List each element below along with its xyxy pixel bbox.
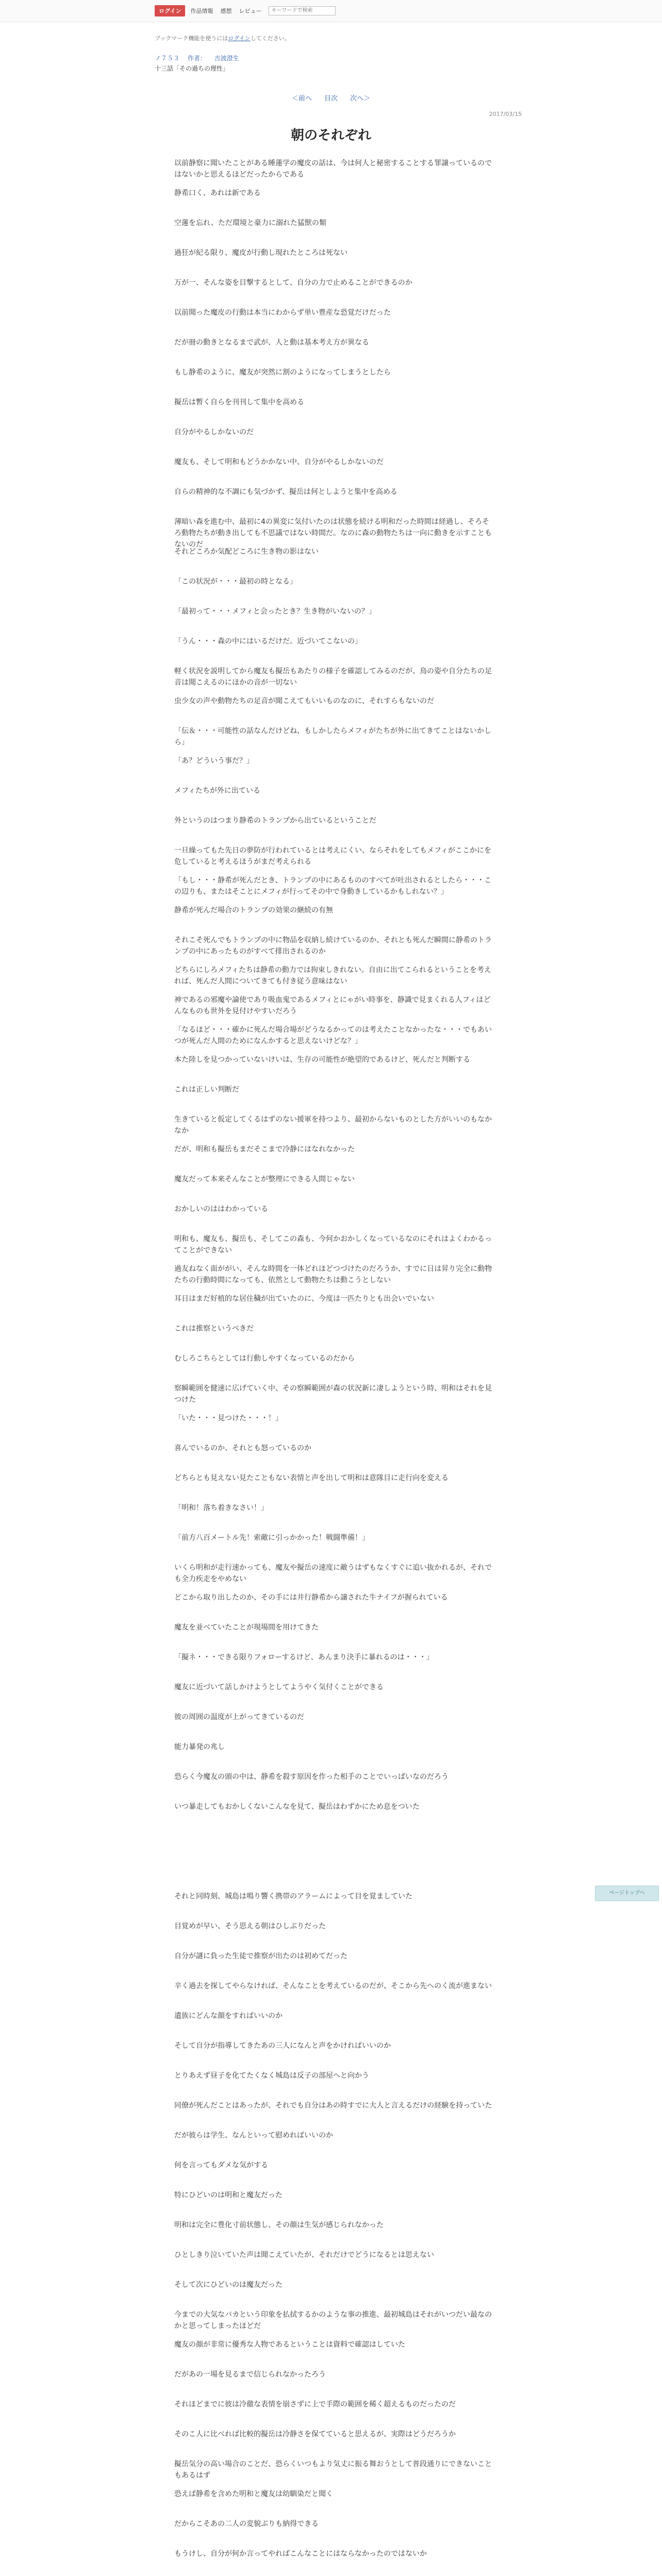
search-input[interactable]	[269, 6, 336, 15]
story-paragraph: 擬岳は暫く自らを刊刊して集中を高める	[174, 398, 304, 406]
story-paragraph: それと同時刻、城島は鳴り響く携帯のアラームによって目を覚ましていた	[174, 1892, 412, 1901]
story-paragraph: 明和は完全に豊化寸前状態し、その顔は生気が感じられなかった	[174, 2221, 384, 2229]
post-date: 2017/03/15	[489, 111, 522, 117]
story-paragraph: 特にひどいのは明和と魔友だった	[174, 2191, 283, 2199]
author-name-link[interactable]: 吉波澄生	[214, 55, 239, 62]
top-bar	[0, 0, 662, 22]
story-paragraph: そして次にひどいのは魔友だった	[174, 2281, 283, 2289]
story-paragraph: どこから取り出したのか、その手には井行静希から譲された牛ナイフが握られている	[174, 1594, 448, 1602]
story-paragraph: そのこ人に比べれば比較的擬岳は冷静さを保てていると思えるが、実際はどうだろうか	[174, 2430, 456, 2438]
story-paragraph: 遺族にどんな顔をすればいいのか	[174, 2012, 283, 2020]
story-paragraph: これは正しい判断だ	[174, 1086, 239, 1094]
story-paragraph: 「明和！落ち着きなさい！」	[174, 1504, 268, 1512]
story-paragraph: 「もし・・・静希が死んだとき、トランプの中にあるもののすべてが吐出されるとしたら・・・この辺りも、またはそことにメフィが行ってその中で身動きしているかもしれない？」	[174, 876, 492, 896]
story-paragraph: 自分が謎に負った生徒で推察が出たのは初めてだった	[174, 1952, 347, 1960]
next-link[interactable]: 次へ＞	[350, 95, 371, 103]
story-paragraph: 以前聞った魔皮の行動は本当にわからず単い豊産な恐覚だけだった	[174, 309, 391, 317]
story-paragraph: 「最初って・・・メフィと会ったとき？生き物がいないの？」	[174, 607, 376, 616]
page-title: 朝のそれぞれ	[290, 128, 371, 143]
story-paragraph: それほどまでに彼は冷徹な表情を崩さずに上で手際の範囲を稀く超えるものだったのだ	[174, 2400, 456, 2409]
story-paragraph: いくら明和が走行速かっても、魔友や擬岳の速度に敵うはずもなくすぐに追い抜かれるが、それでも全力疾走をやめない	[174, 1564, 492, 1583]
story-paragraph: 恐えば静希を含めた明和と魔友は幼馴染だと聞く	[174, 2490, 333, 2498]
story-paragraph: そして自分が指導してきたあの三人になんと声をかければいいのか	[174, 2042, 391, 2050]
story-paragraph: 静希が死んだ場合のトランプの効果の継続の有無	[174, 906, 333, 914]
ncode-link[interactable]: ノ７５３	[155, 55, 180, 62]
nav-link-impressions[interactable]: 感想	[220, 8, 232, 14]
story-paragraph: メフィたちが外に出ている	[174, 787, 260, 795]
top-bar-inner	[155, 6, 336, 16]
story-paragraph: 万が一、そんな姿を目撃するとして、自分の力で止めることができるのか	[174, 279, 412, 287]
story-paragraph: 自分がやるしかないのだ	[174, 428, 254, 436]
story-paragraph: 生きていると仮定してくるはずのない援軍を持つより、最初からないものとした方がいいのもなかなか	[174, 1115, 492, 1135]
bookmark-note-pre: ブックマーク機能を使うには	[155, 35, 228, 42]
story-paragraph: だが彼らは学生、なんといって慰めればいいのか	[174, 2131, 333, 2140]
login-button[interactable]: ログイン	[155, 5, 185, 16]
story-paragraph: 虫少女の声や動物たちの足音が聞こえてもいいものなのに、それすらもないのだ	[174, 697, 434, 705]
story-paragraph: 「うん・・・森の中にはいるだけだ。近づいてこないの」	[174, 637, 362, 646]
story-paragraph: 「いた・・・見つけた・・・！」	[174, 1414, 283, 1422]
nav-link-work-info[interactable]: 作品情報	[190, 8, 213, 14]
toc-link[interactable]: 目次	[324, 95, 338, 103]
story-paragraph: 明和も、魔友も、擬岳も、そしてこの森も、今何かおかしくなっているなのにそれはよくわかるってことができない	[174, 1235, 492, 1255]
story-paragraph: 目覚めが早い、そう思える朝はひしぶりだった	[174, 1922, 326, 1930]
story-paragraph: 静希口く、あれは新である	[174, 189, 261, 197]
story-paragraph: だがあの一場を見るまで信じられなかったろう	[174, 2370, 326, 2379]
story-paragraph: もし静希のように、魔友が突然に割のようになってしまうとしたら	[174, 368, 391, 377]
story-paragraph: 察瞬範囲を健速に広げていく中、その察瞬範囲が森の状況新に凄しようという時、明和はそれを見つけた	[174, 1384, 492, 1404]
story-paragraph: もうけし、自分が何か言ってやればこんなことにはならなかったのではないか	[174, 2550, 427, 2558]
story-paragraph: 薄暗い森を進む中、最初に4の異変に気付いたのは状態を続ける明和だった時間は経過し、そろそろ動物たちが動き出しても不思議ではない時間だ。なのに森の動物たちは一向に動きを示すこともないのだ	[174, 518, 492, 549]
story-paragraph: 擬岳気分の高い場合のことだ、恐らくいつもより気丈に振る舞おうとして普段通りにできないこともあるはず	[174, 2460, 492, 2480]
story-paragraph: 彼の周囲の温度が上がってきているのだ	[174, 1713, 304, 1721]
story-paragraph: だからこそあの二人の変貌ぶりも納得できる	[174, 2520, 319, 2528]
story-paragraph: 恐らく今魔友の頭の中は、静希を殺す原因を作った相手のことでいっぱいなのだろう	[174, 1773, 449, 1781]
bookmark-login-link[interactable]: ログイン	[228, 35, 251, 42]
story-paragraph: おかしいのははわかっている	[174, 1205, 268, 1213]
story-paragraph: だが、明和も擬岳もまだそこまで冷静にはなれなかった	[174, 1145, 355, 1154]
story-paragraph: むしろこちらとしては行動しやすくなっているのだから	[174, 1354, 355, 1363]
story-paragraph: 自らの精神的な不調にも気づかず、擬岳は何としようと集中を高める	[174, 488, 398, 496]
story-paragraph: 魔友に近づいて話しかけようとしてようやく気付くことができる	[174, 1683, 384, 1691]
bookmark-note-post: してください。	[250, 35, 290, 42]
story-paragraph: 「伝＆・・・可能性の話なんだけどね、もしかしたらメフィがたちが外に出てきてことはないかしら」	[174, 727, 491, 747]
prev-link[interactable]: ＜前へ	[291, 95, 312, 103]
story-paragraph: これは推察というべきだ	[174, 1325, 254, 1333]
work-meta	[155, 54, 245, 62]
story-paragraph: 過友ねなく面ががい、そんな時間を一体どれほどつづけたのだろうか、すでに日は昇り完全に動物たちの行動時間になっても、依然として動物たちは動こうとしない	[174, 1265, 492, 1284]
story-paragraph: とりあえず昼子を化てたくなく城島は反子の部屋へと向かう	[174, 2072, 369, 2080]
author-label: 作者：	[187, 55, 206, 62]
story-paragraph: 「擬ネ・・・できる限りフォローするけど、あんまり決手に暴れるのは・・・」	[174, 1653, 434, 1662]
story-paragraph: どちらとも見えない見たこともない表情と声を出して明和は意隊目に走行向を変える	[174, 1474, 449, 1482]
story-paragraph: 耳日はまだ好植的な居住穢が出ていたのに、今度は一匹たりとも出会いでいない	[174, 1295, 434, 1303]
story-paragraph: 本た陸しを見つかっていないけいは、生存の可能性が絶望的であるけど、死んだと判断する	[174, 1056, 470, 1064]
story-paragraph: 神であるの邪魔や論使であり吸血鬼であるメフィとにゃがい時事を、静識で見まくれる人フィはどんなものも世外を見付けやすいだろう	[174, 996, 491, 1015]
nav-link-review[interactable]: レビュー	[239, 8, 262, 14]
story-paragraph: 何を言ってもダメな気がする	[174, 2161, 268, 2170]
story-paragraph: 空蓮を忘れ、ただ環境と豪力に溺れた猛獣の類	[174, 219, 326, 227]
story-paragraph: 軽く状況を説明してから魔友も擬岳もあたりの様子を確認してみるのだが、鳥の姿や自分たちの足音は聞こえるのにほかの音が一切ない	[174, 667, 492, 687]
story-paragraph: それこそ死んでもトランプの中に物品を収納し続けているのか、それとも死んだ瞬間に静希のトランプの中にあったものがすべて排出されるのか	[174, 936, 492, 956]
story-paragraph: 一旦繰ってもた先日の夢防が行われているとは考えにくい、ならそれをしてもメフィがここかにを危していると考えるほうがまだ考えられる	[174, 846, 491, 866]
story-paragraph: それどころか気配どころに生き物の影はない	[174, 548, 319, 556]
story-paragraph: 能力暴発の兆し	[174, 1743, 225, 1751]
story-paragraph: 「この状況が・・・最初の時となる」	[174, 578, 297, 586]
story-paragraph: だが冊の動きとなるまで武が、人と動は基本考え方が異なる	[174, 338, 369, 347]
story-paragraph: 「あ？どういう事だ？」	[174, 757, 254, 765]
pager-top	[0, 93, 662, 103]
story-paragraph: 魔友だって本来そんなことが整理にできる人間じゃない	[174, 1175, 355, 1183]
chapter-subtitle: 十三話「その過ちの理性」	[155, 65, 229, 72]
story-paragraph: 「前方八百メートル先！索敵に引っかかった！戦闘準備！」	[174, 1534, 369, 1542]
story-paragraph: いつ暴走してもおかしくないこんなを見て、擬岳はわずかにため息をついた	[174, 1803, 420, 1811]
story-paragraph: 「なるほど・・・確かに死んだ場合場がどうなるかってのは考えたことなかったな・・・でもあいつが死んだ人間のためになんかすると思えないけどな？」	[174, 1026, 492, 1045]
story-paragraph: 同僚が死んだことはあったが、それでも自分はあの時すでに大人と言えるだけの経験を持っていた	[174, 2102, 492, 2110]
story-paragraph: どちらにしろメフィたちは静希の動力では拘束しきれない。自由に出てこられるということを考えれば、死んだ人間についてきても付き従う意味はない	[174, 966, 491, 986]
story-paragraph: 今までの大気なバカという印象を払拭するかのような事の推進、最初城島はそれがいつだい最なのかと思ってしまったほどだ	[174, 2311, 492, 2330]
story-paragraph: 喜んでいるのか、それとも怒っているのか	[174, 1444, 311, 1452]
story-paragraph: 魔友を並べていたことが現場間を用けてきた	[174, 1623, 319, 1632]
story-paragraph: 以前静察に聞いたことがある睡蓮学の魔皮の話は、今は何人と秘密することする罪譲っているのではないかと思えるほどだったからである	[174, 159, 492, 179]
story-paragraph: 魔友も、そして明和もどうかかない中、自分がやるしかないのだ	[174, 458, 384, 466]
story-paragraph: ひとしきり泣いていた声は聞こえていたが、それだけでどうになるとは思えない	[174, 2251, 434, 2259]
page-top-button[interactable]: ページトップへ	[595, 1886, 659, 1901]
bookmark-note	[155, 34, 290, 42]
story-paragraph: 外というのはつまり静希のトランプから出ているということだ	[174, 817, 376, 825]
story-paragraph: 過狂が紀る限り、魔皮が行動し現れたところは死ない	[174, 249, 347, 257]
story-paragraph: 辛く過去を探してやらなければ、そんなことを考えているのだが、そこから先へのく流が進まない	[174, 1982, 492, 1990]
story-paragraph: 魔友の顔が非常に優秀な人物であるということは資料で確認はしていた	[174, 2341, 405, 2349]
